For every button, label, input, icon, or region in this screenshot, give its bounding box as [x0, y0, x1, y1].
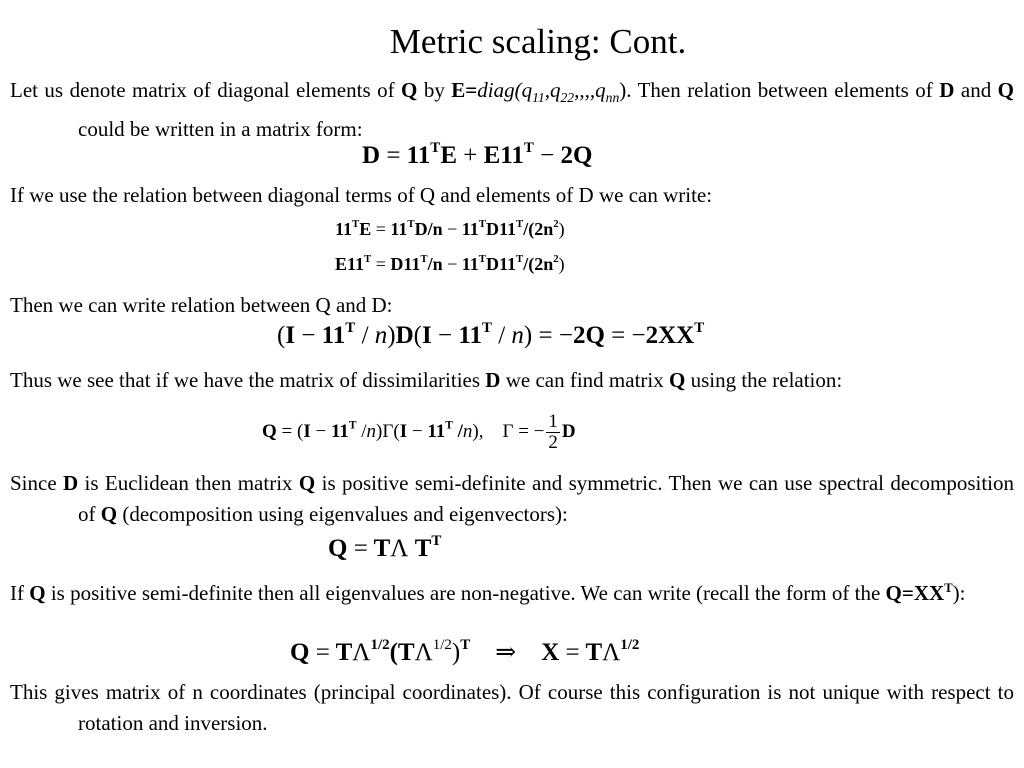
paragraph-q-and-d: Then we can write relation between Q and D:: [10, 293, 393, 317]
equation-e11t: $E11^T = D11^T/n - 11^TD11^T/(2n^2)$: [335, 252, 565, 274]
equation-spectral-decomposition: Q = TΛ $T^T$: [328, 532, 442, 562]
equation-q-gamma: $Q = (I - 11^T$ $/n)\Gamma(I - 11^T$ /n), Γ = − $\frac{1}{2}$ D: [262, 411, 576, 453]
paragraph-principal-coordinates: This gives matrix of n coordinates (principal coordinates). Of course this configuration is not unique with respect to rotation and inversion.: [10, 680, 1014, 735]
slide-title: Metric scaling: Cont.: [389, 22, 687, 61]
paragraph-eigenvalues: If Q is positive semi-definite then all eigenvalues are non-negative. We can write (recall the form of the $Q=XX^T$):: [10, 581, 966, 605]
equation-centering: $(I - 11^T / n)D(I - 11^T / n) = -2Q = -2XX^T$: [277, 319, 705, 349]
equation-d-relation: $D = 11^TE + E11^T - 2Q$: [362, 139, 593, 169]
paragraph-diagonal-terms: If we use the relation between diagonal terms of Q and elements of D we can write:: [10, 183, 713, 207]
paragraph-dissimilarities: Thus we see that if we have the matrix of dissimilarities D we can find matrix Q using the relation:: [10, 368, 843, 392]
equation-x-coordinates: $Q = T\Lambda^{1/2}(T\Lambda^{1/2})^T$ ⇒ $X = T\Lambda^{1/2}$: [290, 636, 640, 666]
paragraph-spectral: Since D is Euclidean then matrix Q is positive semi-definite and symmetric. Then we can use spectral decomposition of Q (decomposition using eigenvalues and eigenvectors):: [10, 471, 1014, 526]
equation-11te: $11^TE = 11^TD/n - 11^TD11^T/(2n^2)$: [335, 217, 565, 239]
paragraph-matrix-form: Let us denote matrix of diagonal elements of Q by $E=diag(q_{11},q_{22},,,,q_{nn})$. Then relation between elements of D and Q could be written in a matrix form:: [10, 78, 1014, 141]
